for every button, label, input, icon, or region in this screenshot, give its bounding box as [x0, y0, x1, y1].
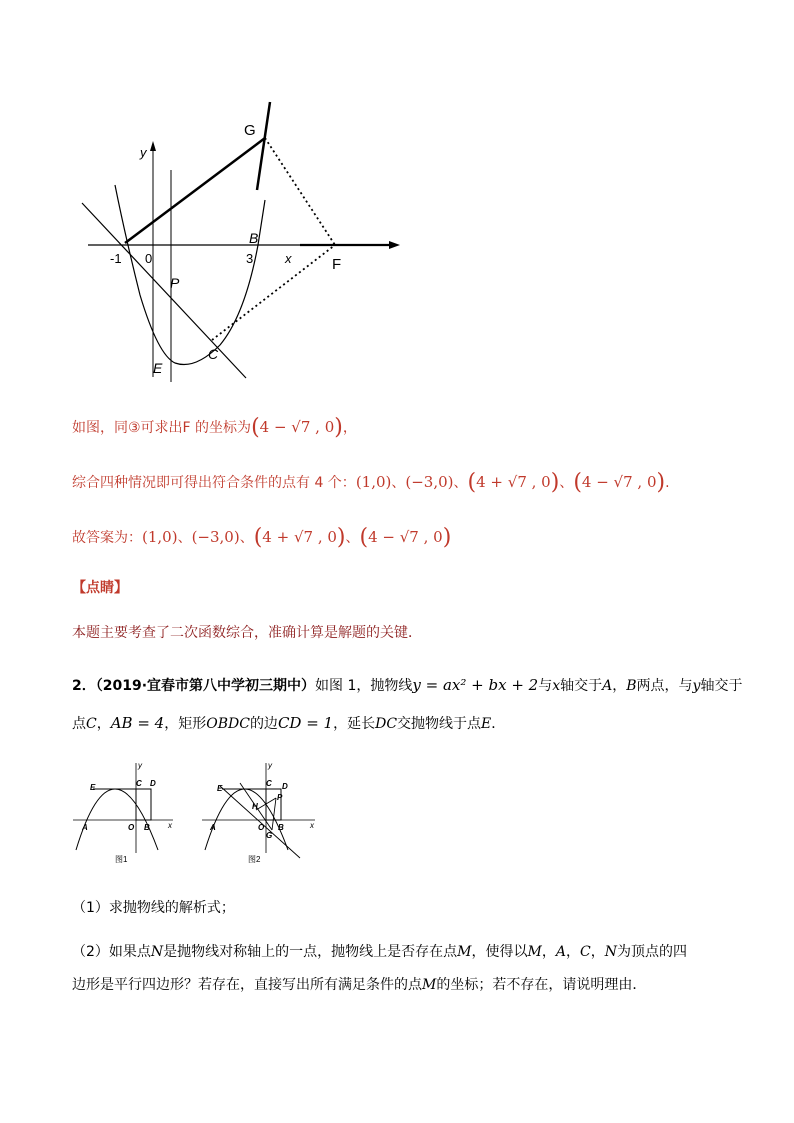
fig1-caption: 图1 [115, 855, 128, 864]
question-1: （1）求抛物线的解析式； [72, 900, 235, 916]
problem-2-line-1: 2．（2019·宜春市第八中学初三期中）如图 1，抛物线y = ax² + bx + 2与x轴交于A，B两点，与y轴交于 [72, 676, 743, 694]
svg-text:O: O [258, 823, 265, 832]
label-x: x [285, 251, 292, 266]
label-c: C [208, 346, 219, 362]
svg-text:A: A [210, 823, 216, 832]
label-y: y [140, 145, 147, 160]
label-e: E [153, 360, 163, 376]
line1-suffix: ， [342, 420, 357, 436]
svg-text:E: E [217, 784, 223, 793]
dianjing-heading: 【点睛】 [72, 580, 128, 596]
problem-source: （2019·宜春市第八中学初三期中） [95, 678, 316, 694]
point-1: (1,0) [355, 473, 392, 491]
dotted-cf [212, 245, 335, 340]
svg-text:B: B [144, 823, 150, 832]
parabola-curve [115, 185, 265, 365]
svg-text:E: E [90, 783, 96, 792]
f-coordinate: 4 − √7 , 0 [259, 418, 335, 436]
svg-text:D: D [150, 779, 156, 788]
label-g: G [244, 122, 256, 139]
line3-text: 故答案为： [72, 530, 142, 546]
svg-text:D: D [282, 782, 288, 791]
line2-text: 综合四种情况即可得出符合条件的点有 4 个： [72, 475, 356, 491]
svg-text:H: H [252, 802, 258, 811]
svg-text:C: C [136, 779, 142, 788]
figure-1-diagram [60, 95, 420, 395]
svg-text:y: y [138, 761, 142, 770]
answer-line-3: 故答案为：(1,0)、(−3,0)、(4 + √7 , 0)、(4 − √7 , 0) [72, 525, 452, 550]
summary-text: 本题主要考查了二次函数综合，准确计算是解题的关键． [72, 625, 422, 641]
fig1-rectangle [136, 789, 151, 820]
label-minus1: -1 [110, 251, 122, 266]
small-figure-1 [68, 758, 183, 868]
point-3: 4 + √7 , 0 [476, 473, 551, 491]
parabola-equation: y = ax² + bx + 2 [412, 676, 539, 694]
line-through-g [257, 102, 270, 190]
fig2-caption: 图2 [248, 855, 261, 864]
fig2-segment-pg [272, 798, 276, 830]
label-f: F [332, 256, 342, 273]
question-2-line-1: （2）如果点N是抛物线对称轴上的一点，抛物线上是否存在点M，使得以M，A，C，N为顶点的四 [72, 944, 687, 960]
svg-text:O: O [128, 823, 135, 832]
svg-text:x: x [168, 821, 172, 830]
small-figure-2 [200, 758, 325, 868]
problem-2-line-2: 点C，AB = 4，矩形OBDC的边CD = 1，延长DC交抛物线于点E． [72, 714, 506, 732]
svg-text:G: G [266, 831, 273, 840]
answer-line-2: 综合四种情况即可得出符合条件的点有 4 个：(1,0)、(−3,0)、(4 + √7 , 0)、(4 − √7 , 0). [72, 470, 670, 495]
answer-line-1: 如图，同③可求出F 的坐标为(4 − √7 , 0)， [72, 415, 357, 440]
point-4: 4 − √7 , 0 [581, 473, 657, 491]
svg-text:C: C [266, 779, 272, 788]
label-zero: 0 [145, 251, 153, 266]
label-three: 3 [246, 251, 254, 266]
line1-text: 如图，同③可求出F 的坐标为 [72, 420, 252, 436]
svg-text:A: A [82, 823, 88, 832]
label-p: P [170, 275, 180, 291]
svg-text:y: y [268, 761, 272, 770]
question-2-line-2: 边形是平行四边形？若存在，直接写出所有满足条件的点M的坐标；若不存在，请说明理由． [72, 977, 647, 993]
svg-text:x: x [310, 821, 314, 830]
dotted-gf [265, 138, 335, 245]
y-axis-arrow [150, 141, 156, 151]
svg-text:P: P [277, 793, 283, 802]
x-axis-arrow [389, 241, 400, 249]
svg-text:B: B [278, 823, 284, 832]
label-b: B [249, 230, 259, 246]
point-2: (−3,0) [405, 473, 454, 491]
